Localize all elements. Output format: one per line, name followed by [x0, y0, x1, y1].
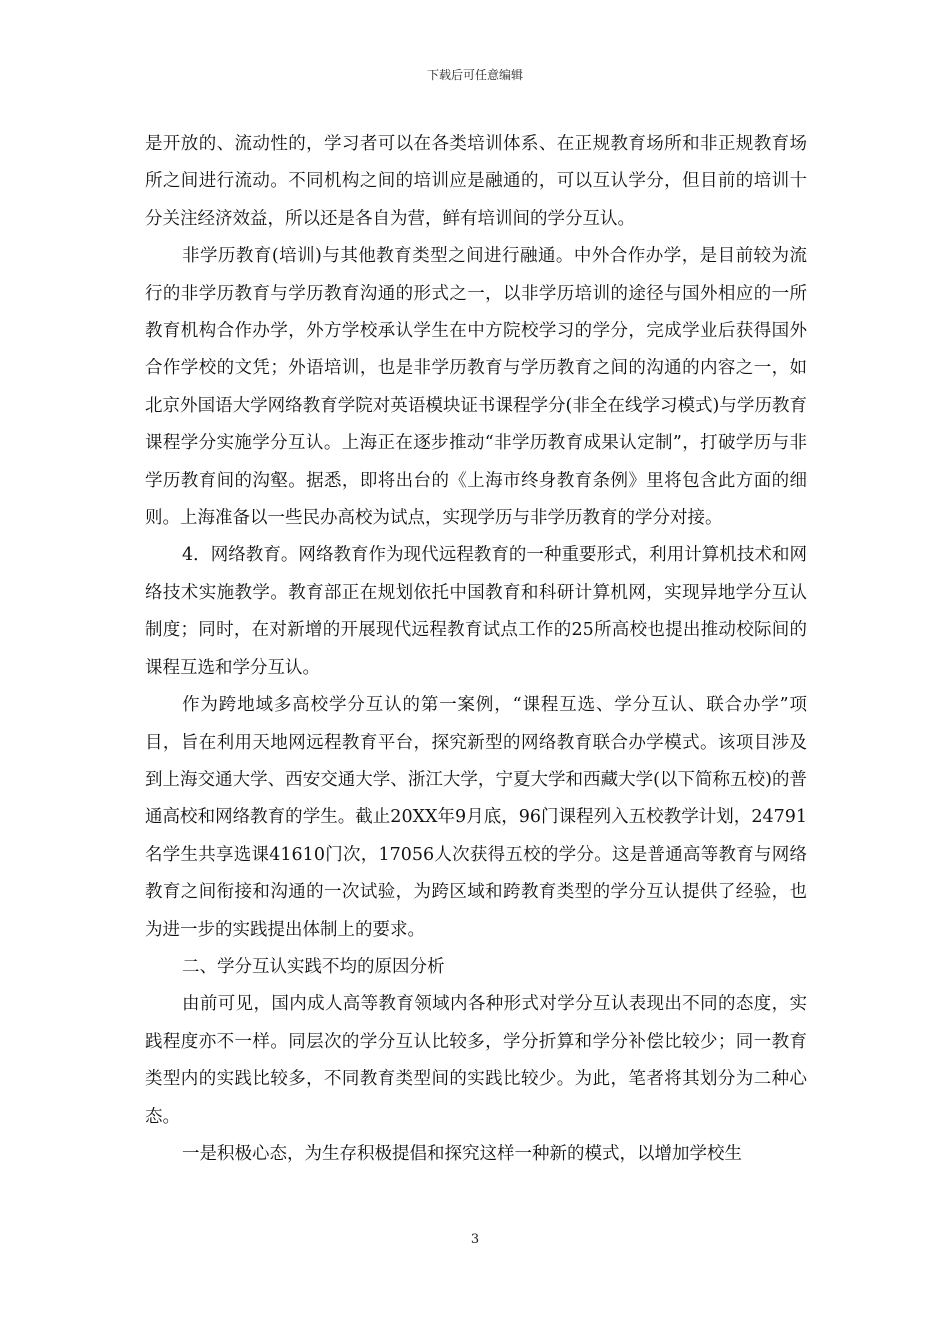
page-number: 3	[470, 1232, 480, 1247]
document-body	[145, 126, 807, 1173]
paragraph: 非学历教育(培训)与其他教育类型之间进行融通。中外合作办学，是目前较为流行的非学历教育与学历教育沟通的形式之一，以非学历培训的途径与国外相应的一所教育机构合作办学，外方学校承认学生在中方院校学习的学分，完成学业后获得国外合作学校的文凭；外语培训，也是非学历教育与学历教育之间的沟通的内容之一，如北京外国语大学网络教育学院对英语模块证书课程学分(非全在线学习模式)与学历教育课程学分实施学分互认。上海正在逐步推动“非学历教育成果认定制”，打破学历与非学历教育间的沟壑。据悉，即将出台的《上海市终身教育条例》里将包含此方面的细则。上海准备以一些民办高校为试点，实现学历与非学历教育的学分对接。	[145, 246, 807, 529]
page-header: 下载后可任意编辑	[426, 68, 523, 82]
paragraph: 由前可见，国内成人高等教育领域内各种形式对学分互认表现出不同的态度，实践程度亦不一样。同层次的学分互认比较多，学分折算和学分补偿比较少；同一教育类型内的实践比较多，不同教育类型间的实践比较少。为此，笔者将其划分为二种心态。	[145, 994, 807, 1127]
paragraph: 一是积极心态，为生存积极提倡和探究这样一种新的模式，以增加学校生	[182, 1143, 742, 1164]
paragraph: 4．网络教育。网络教育作为现代远程教育的一种重要形式，利用计算机技术和网络技术实施教学。教育部正在规划依托中国教育和科研计算机网，实现异地学分互认制度；同时，在对新增的开展现代远程教育试点工作的25所高校也提出推动校际间的课程互选和学分互认。	[145, 545, 807, 678]
section-heading: 二、学分互认实践不均的原因分析	[182, 956, 445, 977]
paragraph: 是开放的、流动性的，学习者可以在各类培训体系、在正规教育场所和非正规教育场所之间进行流动。不同机构之间的培训应是融通的，可以互认学分，但目前的培训十分关注经济效益，所以还是各自为营，鲜有培训间的学分互认。	[145, 134, 807, 229]
paragraph: 作为跨地域多高校学分互认的第一案例，“课程互选、学分互认、联合办学”项目，旨在利用天地网远程教育平台，探究新型的网络教育联合办学模式。该项目涉及到上海交通大学、西安交通大学、浙江大学，宁夏大学和西藏大学(以下简称五校)的普通高校和网络教育的学生。截止20XX年9月底，96门课程列入五校教学计划，24791名学生共享选课41610门次，17056人次获得五校的学分。这是普通高等教育与网络教育之间衔接和沟通的一次试验，为跨区域和跨教育类型的学分互认提供了经验，也为进一步的实践提出体制上的要求。	[145, 695, 807, 940]
